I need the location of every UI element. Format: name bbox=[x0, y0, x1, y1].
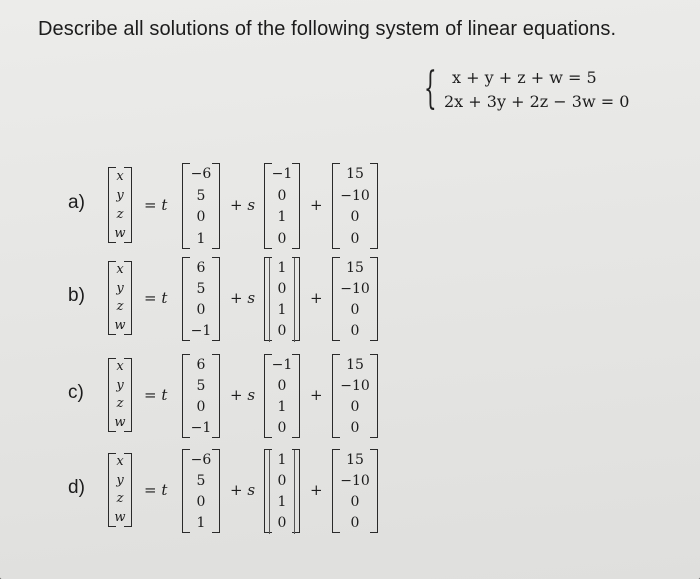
matrix-entry: −1 bbox=[190, 420, 212, 436]
matrix-entry: 0 bbox=[269, 513, 295, 534]
question-text: Describe all solutions of the following system of linear equations. bbox=[38, 18, 617, 40]
matrix-entry: 0 bbox=[350, 515, 360, 531]
matrix-entry: −10 bbox=[340, 281, 370, 297]
plus-s-operator: + s bbox=[230, 481, 256, 499]
left-brace: { bbox=[424, 63, 437, 114]
matrix-entry: 1 bbox=[269, 300, 295, 321]
matrix-entry: 0 bbox=[350, 230, 360, 247]
vector-s bbox=[264, 163, 300, 249]
option-label[interactable]: b) bbox=[68, 285, 85, 306]
matrix-entry: 1 bbox=[277, 399, 287, 415]
matrix-entry: w bbox=[114, 317, 126, 333]
matrix-entry: 0 bbox=[350, 323, 360, 339]
plus-s-operator: + s bbox=[230, 196, 256, 214]
matrix-entry: 0 bbox=[277, 230, 287, 247]
variable-vector bbox=[108, 453, 132, 527]
vector-t bbox=[182, 354, 220, 438]
matrix-entry: 5 bbox=[196, 187, 206, 204]
matrix-entry: 15 bbox=[346, 166, 364, 182]
matrix-entry: 1 bbox=[269, 450, 295, 471]
vector-t bbox=[182, 257, 220, 341]
matrix-entry: 1 bbox=[269, 258, 295, 279]
matrix-entry: −6 bbox=[190, 452, 212, 468]
matrix-entry: 0 bbox=[269, 279, 295, 300]
plus-operator: + bbox=[310, 481, 323, 499]
matrix-entry: w bbox=[114, 226, 126, 241]
equation-system bbox=[424, 63, 684, 116]
matrix-entry: −1 bbox=[271, 166, 293, 182]
matrix-entry: y bbox=[116, 188, 124, 203]
matrix-entry: −10 bbox=[340, 187, 370, 204]
matrix-entry: 0 bbox=[269, 471, 295, 492]
plus-s-operator: + s bbox=[230, 386, 256, 404]
plus-operator: + bbox=[310, 289, 323, 307]
matrix-entry: x bbox=[116, 262, 124, 277]
variable-vector bbox=[108, 261, 132, 335]
option-label[interactable]: d) bbox=[68, 477, 85, 498]
matrix-entry: 0 bbox=[350, 209, 360, 225]
matrix-entry: 1 bbox=[277, 209, 287, 225]
matrix-entry: x bbox=[116, 169, 124, 184]
constant-vector bbox=[332, 257, 378, 341]
equation-1: x + y + z + w = 5 bbox=[452, 68, 597, 87]
matrix-entry: −1 bbox=[271, 357, 293, 373]
matrix-entry: 15 bbox=[346, 260, 364, 276]
matrix-entry: 5 bbox=[196, 281, 206, 297]
matrix-entry: 5 bbox=[196, 473, 206, 489]
matrix-entry: 6 bbox=[196, 260, 206, 276]
matrix-entry: 5 bbox=[196, 378, 206, 394]
option-label[interactable]: a) bbox=[68, 192, 85, 213]
variable-vector bbox=[108, 358, 132, 432]
matrix-entry: x bbox=[116, 454, 124, 469]
constant-vector bbox=[332, 163, 378, 249]
matrix-entry: x bbox=[116, 359, 124, 374]
matrix-entry: z bbox=[116, 491, 124, 506]
matrix-entry: z bbox=[116, 396, 124, 411]
matrix-entry: 1 bbox=[196, 515, 206, 531]
matrix-entry: −10 bbox=[340, 473, 370, 489]
matrix-entry: 0 bbox=[277, 420, 287, 436]
variable-vector bbox=[108, 167, 132, 243]
matrix-entry: −10 bbox=[340, 378, 370, 394]
vector-s bbox=[264, 257, 300, 341]
matrix-entry: 0 bbox=[350, 494, 360, 510]
matrix-entry: 0 bbox=[196, 399, 206, 415]
equation-2: 2x + 3y + 2z − 3w = 0 bbox=[444, 92, 630, 111]
option-label[interactable]: c) bbox=[68, 382, 84, 403]
matrix-entry: 0 bbox=[196, 494, 206, 510]
matrix-entry: 0 bbox=[277, 378, 287, 394]
vector-t bbox=[182, 163, 220, 249]
equals-t-operator: = t bbox=[144, 289, 168, 307]
vector-s bbox=[264, 354, 300, 438]
matrix-entry: 1 bbox=[269, 492, 295, 513]
equals-t-operator: = t bbox=[144, 386, 168, 404]
equals-t-operator: = t bbox=[144, 196, 168, 214]
matrix-entry: 6 bbox=[196, 357, 206, 373]
matrix-entry: 0 bbox=[350, 399, 360, 415]
matrix-entry: 0 bbox=[277, 187, 287, 204]
matrix-entry: z bbox=[116, 207, 124, 222]
matrix-entry: −6 bbox=[190, 166, 212, 182]
matrix-entry: 1 bbox=[196, 230, 206, 247]
vector-s bbox=[264, 449, 300, 533]
matrix-entry: y bbox=[116, 472, 124, 488]
matrix-entry: −1 bbox=[190, 323, 212, 339]
matrix-entry: w bbox=[114, 509, 126, 525]
matrix-entry: y bbox=[116, 280, 124, 296]
plus-operator: + bbox=[310, 196, 323, 214]
plus-s-operator: + s bbox=[230, 289, 256, 307]
matrix-entry: 0 bbox=[269, 321, 295, 342]
matrix-entry: 0 bbox=[350, 302, 360, 318]
matrix-entry: 0 bbox=[350, 420, 360, 436]
plus-operator: + bbox=[310, 386, 323, 404]
constant-vector bbox=[332, 354, 378, 438]
matrix-entry: 0 bbox=[196, 302, 206, 318]
matrix-entry: 15 bbox=[346, 452, 364, 468]
constant-vector bbox=[332, 449, 378, 533]
matrix-entry: w bbox=[114, 414, 126, 430]
matrix-entry: z bbox=[116, 299, 124, 314]
matrix-entry: 0 bbox=[196, 209, 206, 225]
matrix-entry: 15 bbox=[346, 357, 364, 373]
matrix-entry: y bbox=[116, 377, 124, 393]
vector-t bbox=[182, 449, 220, 533]
equals-t-operator: = t bbox=[144, 481, 168, 499]
